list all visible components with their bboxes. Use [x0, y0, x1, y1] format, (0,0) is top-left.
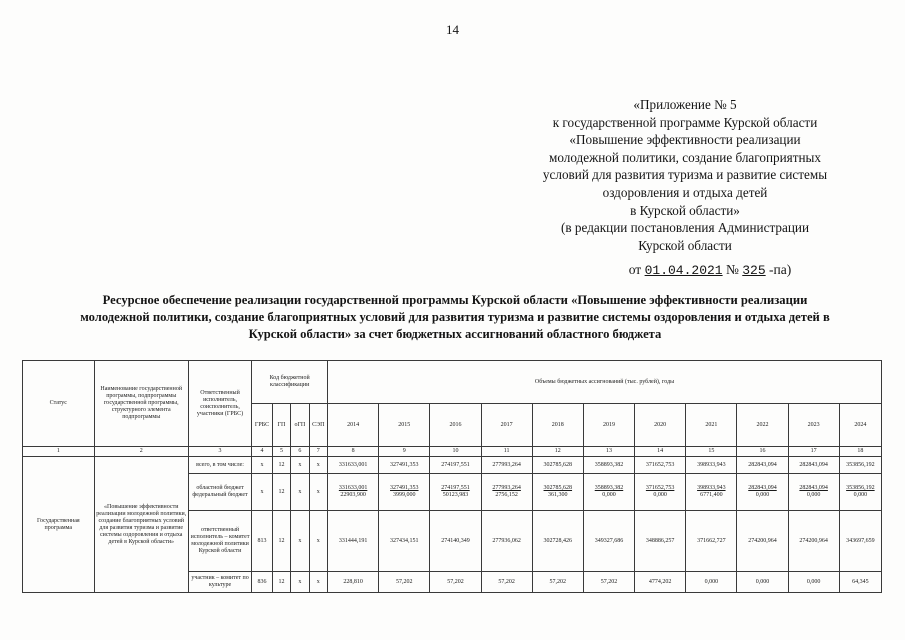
order-prefix: от: [628, 262, 642, 277]
index-cell: 6: [291, 447, 309, 457]
ogp-cell: х: [291, 572, 309, 593]
header-year: 2014: [328, 404, 379, 447]
appendix-line: к государственной программе Курской области: [552, 114, 818, 130]
value-cell: 343697,659: [839, 511, 881, 572]
index-cell: 17: [788, 447, 839, 457]
appendix-line: (в редакции постановления Администрации: [561, 220, 809, 236]
value-bottom: 3999,000: [393, 492, 416, 498]
value-cell: 228,810: [328, 572, 379, 593]
value-cell: 331444,191: [328, 511, 379, 572]
executor-cell: всего, в том числе:: [188, 457, 251, 474]
value-top: 282843,094: [748, 485, 777, 491]
index-cell: 4: [252, 447, 272, 457]
value-cell: 277993,264: [481, 457, 532, 474]
value-cell: 274140,349: [430, 511, 481, 572]
ogp-cell: х: [291, 511, 309, 572]
value-cell: 0,000: [686, 572, 737, 593]
order-suffix: -па): [769, 262, 792, 277]
gp-cell: 12: [272, 457, 290, 474]
value-cell: 358893,382: [583, 457, 634, 474]
value-bottom: 0,000: [653, 492, 667, 498]
value-cell: 327434,151: [379, 511, 430, 572]
value-cell: 302785,628: [532, 457, 583, 474]
value-top: 353856,192: [846, 485, 875, 491]
order-date-line: [560, 262, 860, 278]
value-cell: 348886,257: [635, 511, 686, 572]
header-executor: Ответственный исполнитель, соисполнитель, участники (ГРБС): [188, 361, 251, 447]
value-cell: 57,202: [430, 572, 481, 593]
header-year: 2021: [686, 404, 737, 447]
index-cell: 13: [583, 447, 634, 457]
header-year: 2017: [481, 404, 532, 447]
index-cell: 7: [309, 447, 327, 457]
index-cell: 3: [188, 447, 251, 457]
value-bottom: 22903,900: [340, 492, 366, 498]
value-cell: [788, 474, 839, 511]
value-cell: 398933,943: [686, 457, 737, 474]
header-year: 2024: [839, 404, 881, 447]
page-number: 14: [446, 22, 459, 37]
value-top: 371652,753: [645, 485, 675, 491]
value-cell: [737, 474, 788, 511]
header-year: 2018: [532, 404, 583, 447]
value-bottom: 2756,152: [495, 492, 518, 498]
order-date: 01.04.2021: [644, 263, 723, 278]
header-year: 2019: [583, 404, 634, 447]
header-year: 2016: [430, 404, 481, 447]
status-cell: Государственная программа: [23, 457, 95, 593]
appendix-line: Курской области: [638, 237, 732, 253]
sei-cell: х: [309, 511, 327, 572]
index-cell: 1: [23, 447, 95, 457]
value-top: 327491,353: [390, 485, 419, 491]
value-cell: 371662,727: [686, 511, 737, 572]
executor-cell: участник – комитет по культуре: [188, 572, 251, 593]
value-bottom: 0,000: [602, 492, 616, 498]
value-cell: 57,202: [583, 572, 634, 593]
value-cell: 371652,753: [635, 457, 686, 474]
document-heading: Ресурсное обеспечение реализации государственной программы Курской области «Повышение эффективности реализации молодежной политики, создание благоприятных условий для развития туризма и развитие системы оздоровления и отдыха детей в Курской области» за счет бюджетных ассигнований областного бюджета: [80, 293, 830, 341]
grbs-cell: х: [252, 457, 272, 474]
value-bottom: 361,300: [548, 492, 568, 498]
index-cell: 2: [94, 447, 188, 457]
value-cell: [686, 474, 737, 511]
value-cell: [532, 474, 583, 511]
header-sei: СЭП: [309, 404, 327, 447]
header-volume: Объемы бюджетных ассигнований (тыс. рублей), годы: [328, 361, 882, 404]
index-cell: 8: [328, 447, 379, 457]
value-cell: 353856,192: [839, 457, 881, 474]
value-bottom: 50123,983: [442, 492, 469, 498]
appendix-block: [520, 96, 850, 254]
value-bottom: 0,000: [755, 492, 770, 498]
value-cell: 274200,964: [737, 511, 788, 572]
gp-cell: 12: [272, 474, 290, 511]
header-year: 2023: [788, 404, 839, 447]
value-top: 274197,551: [441, 485, 470, 491]
value-cell: 4774,202: [635, 572, 686, 593]
header-name: Наименование государственной программы, подпрограммы государственной программы, структурного элемента подпрограммы: [94, 361, 188, 447]
value-cell: 327491,353: [379, 457, 430, 474]
executor-cell: ответственный исполнитель – комитет молодежной политики Курской области: [188, 511, 251, 572]
value-bottom: 6771,400: [700, 492, 723, 498]
value-cell: 57,202: [379, 572, 430, 593]
value-cell: [430, 474, 481, 511]
header-budget-code: Код бюджетной классификации: [252, 361, 328, 404]
header-grbs: ГРБС: [252, 404, 272, 447]
index-cell: 15: [686, 447, 737, 457]
appendix-line: в Курской области»: [630, 202, 740, 218]
index-cell: 12: [532, 447, 583, 457]
value-cell: [328, 474, 379, 511]
index-cell: 14: [635, 447, 686, 457]
ogp-cell: х: [291, 474, 309, 511]
value-top: 398933,943: [697, 485, 726, 491]
value-top: 331633,001: [338, 485, 368, 491]
value-cell: 331633,001: [328, 457, 379, 474]
appendix-line: «Повышение эффективности реализации: [569, 132, 801, 148]
value-cell: 282843,094: [737, 457, 788, 474]
index-cell: 11: [481, 447, 532, 457]
appendix-line: условий для развития туризма и развитие системы: [542, 167, 828, 183]
value-cell: 0,000: [788, 572, 839, 593]
header-gp: ГП: [272, 404, 290, 447]
program-name-cell: «Повышение эффективности реализации молодежной политики, создание благоприятных условий для развития туризма и развитие системы оздоровления и отдыха детей в Курской области»: [94, 457, 188, 593]
value-cell: 302728,426: [532, 511, 583, 572]
gp-cell: 12: [272, 511, 290, 572]
value-bottom: 0,000: [853, 492, 868, 498]
index-cell: 18: [839, 447, 881, 457]
grbs-cell: 813: [252, 511, 272, 572]
sei-cell: х: [309, 457, 327, 474]
header-year: 2015: [379, 404, 430, 447]
value-cell: [635, 474, 686, 511]
index-cell: 10: [430, 447, 481, 457]
value-top: 358893,382: [594, 485, 624, 491]
appendix-line: «Приложение № 5: [633, 97, 737, 112]
gp-cell: 12: [272, 572, 290, 593]
order-number-label: №: [725, 262, 739, 277]
value-cell: [839, 474, 881, 511]
appendix-line: молодежной политики, создание благоприятных: [548, 149, 822, 165]
order-number: 325: [742, 263, 766, 278]
value-top: 302785,628: [543, 485, 573, 491]
value-cell: 57,202: [481, 572, 532, 593]
value-bottom: 0,000: [806, 492, 821, 498]
value-cell: 274197,551: [430, 457, 481, 474]
table-row: [23, 457, 882, 474]
value-cell: 57,202: [532, 572, 583, 593]
header-status: Статус: [23, 361, 95, 447]
value-cell: 282843,094: [788, 457, 839, 474]
header-ogp: оГП: [291, 404, 309, 447]
sei-cell: х: [309, 572, 327, 593]
index-cell: 16: [737, 447, 788, 457]
value-top: 277993,264: [492, 485, 521, 491]
index-cell: 5: [272, 447, 290, 457]
value-cell: [583, 474, 634, 511]
resource-table: [22, 360, 882, 593]
value-cell: 274200,964: [788, 511, 839, 572]
value-cell: [481, 474, 532, 511]
header-year: 2022: [737, 404, 788, 447]
value-cell: 64,345: [839, 572, 881, 593]
header-year: 2020: [635, 404, 686, 447]
value-cell: 349327,686: [583, 511, 634, 572]
value-cell: [379, 474, 430, 511]
value-cell: 277936,062: [481, 511, 532, 572]
appendix-line: оздоровления и отдыха детей: [602, 184, 768, 200]
value-cell: 0,000: [737, 572, 788, 593]
ogp-cell: х: [291, 457, 309, 474]
grbs-cell: 836: [252, 572, 272, 593]
grbs-cell: х: [252, 474, 272, 511]
value-top: 282843,094: [799, 485, 828, 491]
executor-cell: областной бюджет федеральный бюджет: [188, 474, 251, 511]
sei-cell: х: [309, 474, 327, 511]
index-cell: 9: [379, 447, 430, 457]
